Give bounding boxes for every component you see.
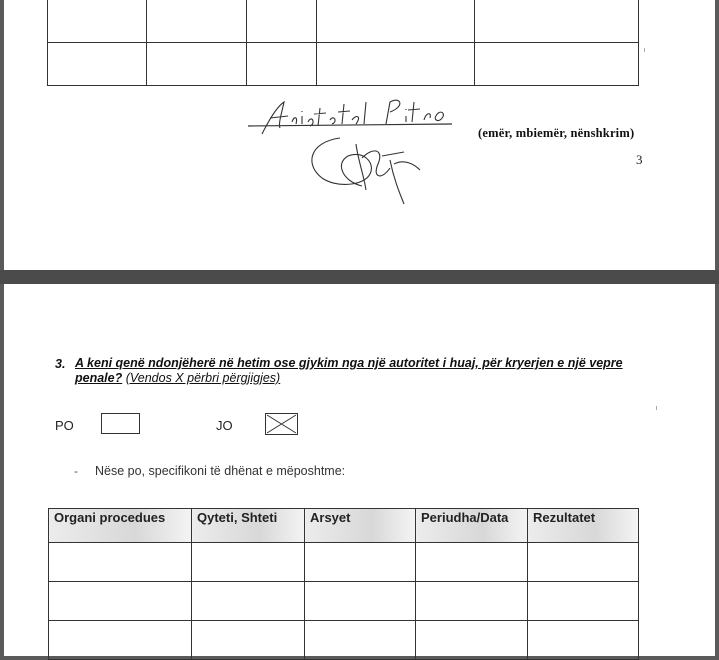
table-row [48, 43, 639, 86]
x-mark-icon [266, 414, 297, 434]
document-page-3 [4, 0, 715, 270]
option-no-checkbox[interactable] [265, 413, 298, 435]
table-cell[interactable] [528, 582, 639, 621]
table-cell[interactable] [416, 543, 528, 582]
question-hint: (Vendos X përbri përgjigjes) [125, 371, 281, 385]
option-yes-checkbox[interactable] [101, 413, 140, 434]
table-row [49, 582, 639, 621]
column-header: Arsyet [305, 509, 416, 543]
bullet-dash: - [74, 464, 78, 478]
table-cell [317, 0, 475, 43]
column-header: Rezultatet [528, 509, 639, 543]
table-cell[interactable] [528, 543, 639, 582]
question-main-text: A keni qenë ndonjëherë në hetim ose gjykim nga një autoritet i huaj, për kryerjen e një vepre penale? [75, 356, 623, 385]
table-cell[interactable] [192, 582, 305, 621]
table-cell[interactable] [192, 543, 305, 582]
table-cell [247, 43, 317, 86]
table-cell[interactable] [528, 621, 639, 660]
document-page-4 [4, 284, 715, 656]
table-cell [48, 0, 147, 43]
page-number: 3 [636, 152, 643, 167]
table-cell[interactable] [416, 582, 528, 621]
table-cell[interactable] [49, 543, 192, 582]
table-cell [317, 43, 475, 86]
question-number: 3. [55, 357, 66, 371]
top-table [47, 0, 639, 86]
table-row [49, 621, 639, 660]
column-header: Periudha/Data [416, 509, 528, 543]
page-separator [0, 270, 719, 284]
table-cell [147, 0, 247, 43]
table-header-row [49, 509, 639, 543]
table-cell[interactable] [305, 621, 416, 660]
table-cell[interactable] [305, 582, 416, 621]
table-row [48, 0, 639, 43]
option-yes-label: PO [55, 418, 74, 433]
table-cell[interactable] [192, 621, 305, 660]
table-cell[interactable] [49, 621, 192, 660]
table-cell [475, 43, 639, 86]
table-cell [48, 43, 147, 86]
column-header: Qyteti, Shteti [192, 509, 305, 543]
specify-instruction: Nëse po, specifikoni të dhënat e mëposhtme: [95, 464, 346, 478]
margin-mark [644, 48, 645, 52]
question-text [75, 356, 660, 386]
handwritten-signature [244, 94, 464, 209]
details-table [48, 508, 639, 660]
table-cell [475, 0, 639, 43]
table-cell [247, 0, 317, 43]
margin-mark [656, 406, 657, 410]
table-cell [147, 43, 247, 86]
table-cell[interactable] [416, 621, 528, 660]
table-cell[interactable] [305, 543, 416, 582]
column-header: Organi procedues [49, 509, 192, 543]
table-cell[interactable] [49, 582, 192, 621]
option-no-label: JO [216, 418, 233, 433]
table-row [49, 543, 639, 582]
signature-label: (emër, mbiemër, nënshkrim) [478, 126, 635, 140]
